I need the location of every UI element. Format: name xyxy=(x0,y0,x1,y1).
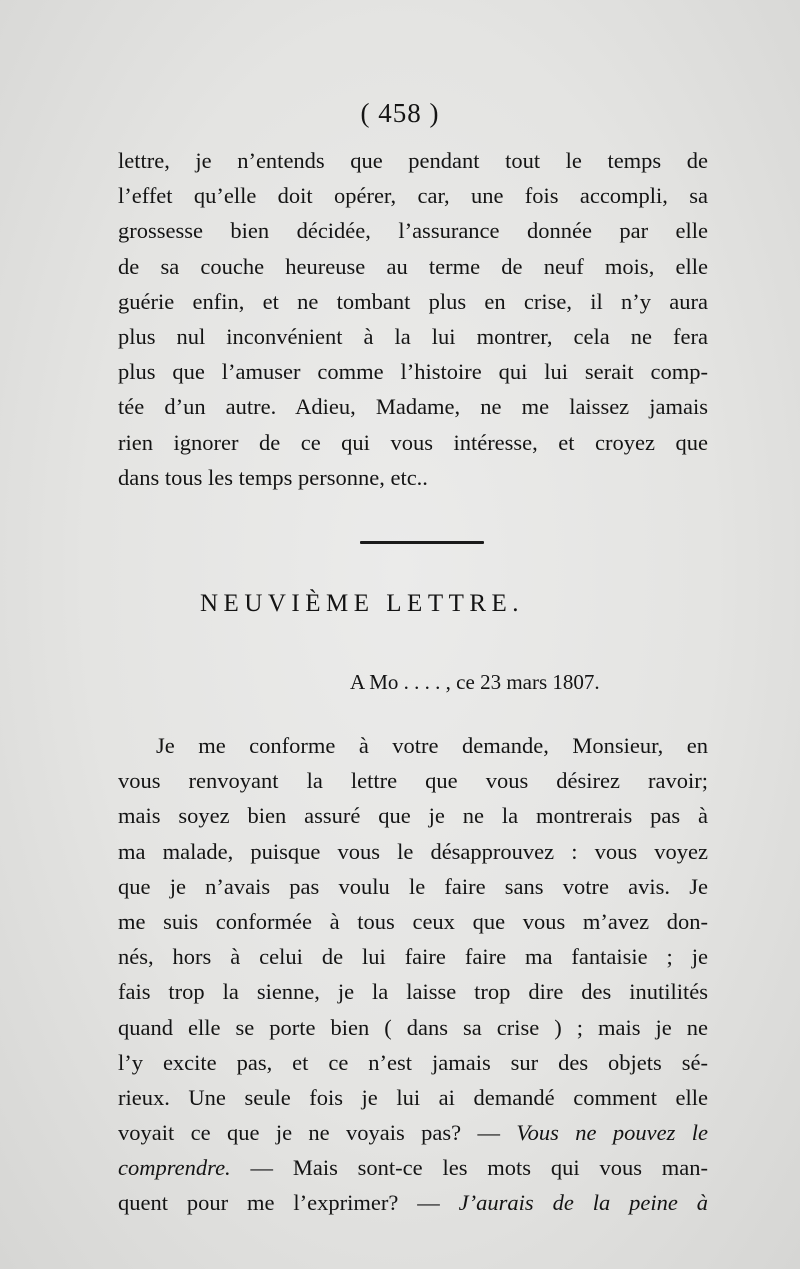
text-line: grossesse bien décidée, l’assurance donnée par elle xyxy=(118,218,708,244)
page-number: ( 458 ) xyxy=(360,98,440,128)
text-line: dans tous les temps personne, etc.. xyxy=(118,464,428,490)
text-line: ma malade, puisque vous le désapprouvez : vous voyez xyxy=(118,838,708,864)
text-line: de sa couche heureuse au terme de neuf mois, elle xyxy=(118,253,708,279)
text-line: rieux. Une seule fois je lui ai demandé comment elle xyxy=(118,1084,708,1110)
italic-dialogue: comprendre. xyxy=(118,1155,231,1181)
italic-dialogue: J’aurais de la peine à xyxy=(458,1190,708,1216)
letter-body-paragraph xyxy=(118,728,708,1221)
text-line: Je me conforme à votre demande, Monsieur, en xyxy=(156,733,708,758)
text-run: quent pour me l’exprimer? — xyxy=(118,1190,440,1216)
text-line: fais trop la sienne, je la laisse trop dire des inutilités xyxy=(118,979,708,1005)
text-line: vous renvoyant la lettre que vous désirez ravoir; xyxy=(118,768,708,794)
text-line: rien ignorer de ce qui vous intéresse, et croyez que xyxy=(118,429,708,455)
text-line: guérie enfin, et ne tombant plus en crise, il n’y aura xyxy=(118,288,708,314)
text-line: tée d’un autre. Adieu, Madame, ne me laissez jamais xyxy=(118,394,708,420)
letter-heading: NEUVIÈME LETTRE. xyxy=(200,590,525,617)
text-run: — Mais sont-ce les mots qui vous man- xyxy=(250,1155,708,1181)
text-line: plus que l’amuser comme l’histoire qui lui serait comp- xyxy=(118,359,708,385)
italic-dialogue: Vous ne pouvez le xyxy=(516,1120,708,1146)
text-run: voyait ce que je ne voyais pas? — xyxy=(118,1120,501,1146)
letter-ending-paragraph xyxy=(118,143,708,495)
text-line: quand elle se porte bien ( dans sa crise ) ; mais je ne xyxy=(118,1014,708,1040)
text-line xyxy=(118,1115,708,1150)
text-line: plus nul inconvénient à la lui montrer, cela ne fera xyxy=(118,323,708,349)
letter-dateline: A Mo . . . . , ce 23 mars 1807. xyxy=(350,670,600,694)
text-line: me suis conformée à tous ceux que vous m’avez don- xyxy=(118,908,708,934)
text-line: mais soyez bien assuré que je ne la montrerais pas à xyxy=(118,803,708,829)
text-line xyxy=(118,1185,708,1220)
text-line xyxy=(118,1150,708,1185)
text-line: nés, hors à celui de lui faire faire ma fantaisie ; je xyxy=(118,944,708,970)
text-line: lettre, je n’entends que pendant tout le temps de xyxy=(118,148,708,173)
text-line: que je n’avais pas voulu le faire sans votre avis. Je xyxy=(118,873,708,899)
text-line: l’effet qu’elle doit opérer, car, une fois accompli, sa xyxy=(118,183,708,209)
text-line: l’y excite pas, et ce n’est jamais sur des objets sé- xyxy=(118,1049,708,1075)
section-divider xyxy=(360,541,484,544)
